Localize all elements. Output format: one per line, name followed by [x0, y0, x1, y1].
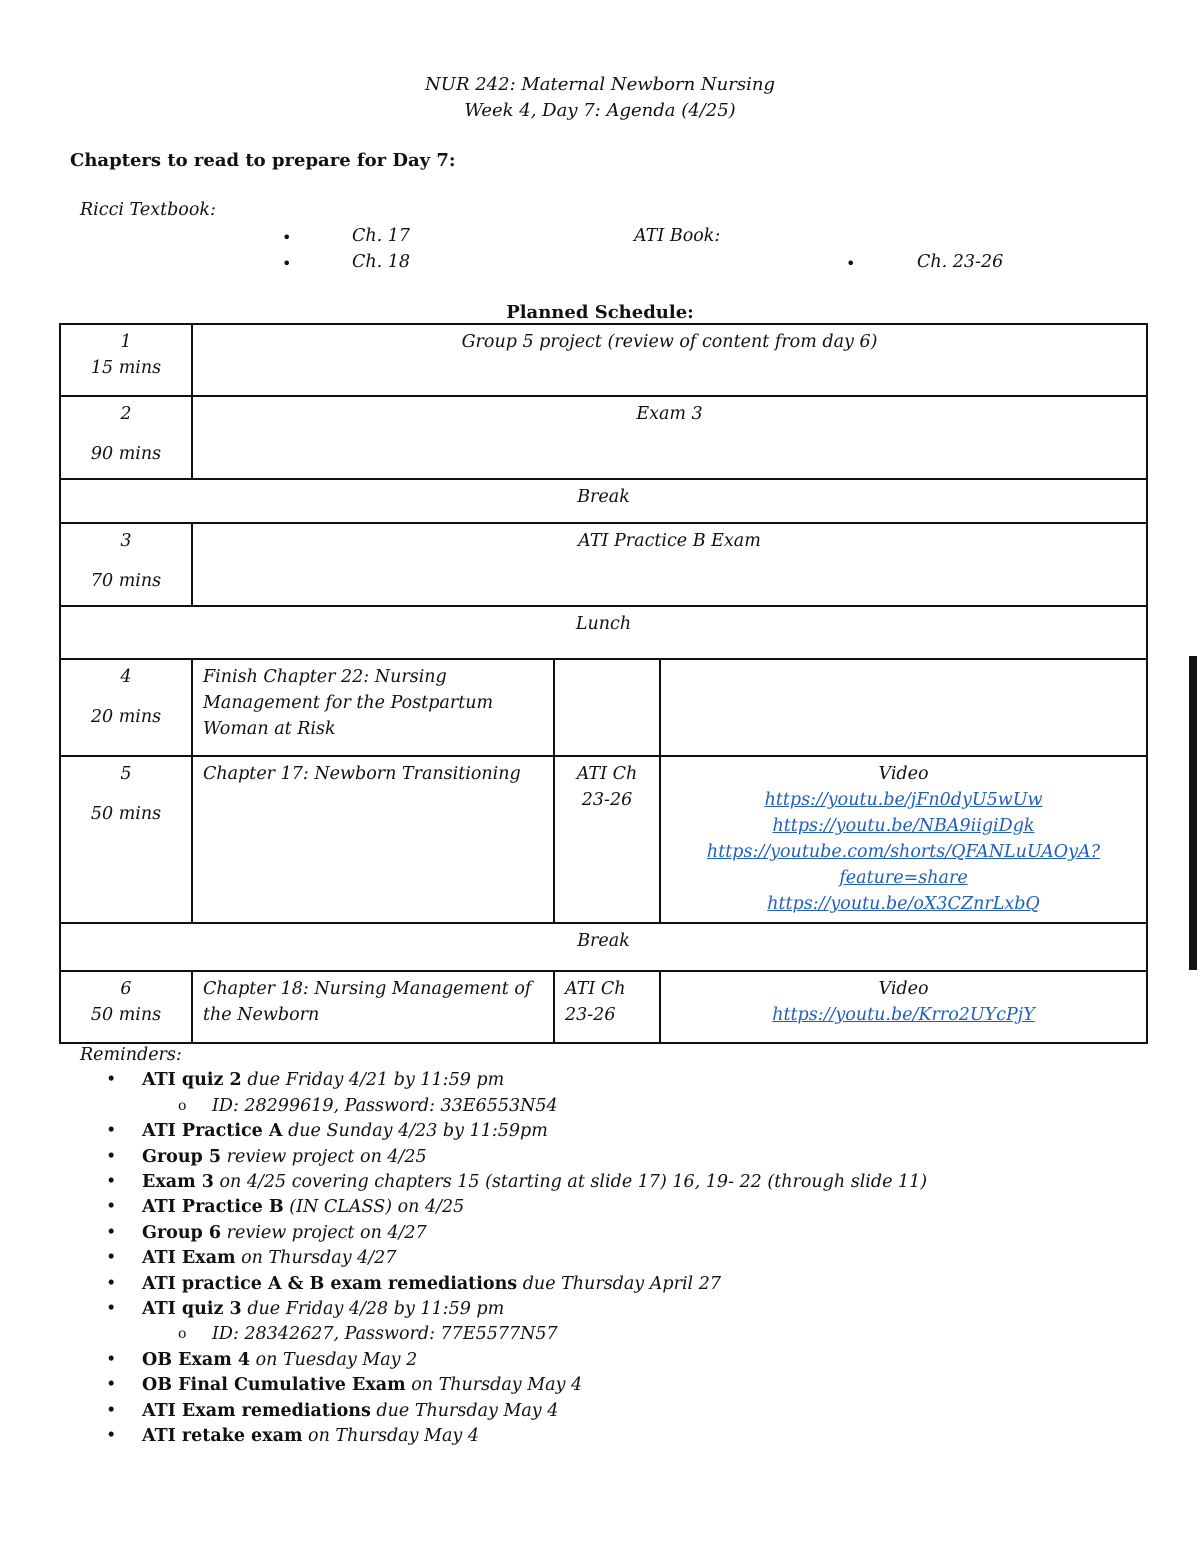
ati-book-label: ATI Book:: [634, 226, 721, 246]
reminder-item: [80, 1348, 1180, 1373]
reminder-detail: review project on 4/27: [221, 1222, 427, 1243]
table-row: [60, 659, 1147, 756]
slot-cell: [60, 971, 192, 1043]
topic-cell: Group 5 project (review of content from day 6): [192, 324, 1147, 396]
topic-cell: Chapter 18: Nursing Management of the Newborn: [192, 971, 554, 1043]
slot-duration: 50 mins: [90, 1005, 162, 1025]
ati-cell: [554, 659, 660, 756]
circle-bullet-icon: o: [178, 1097, 187, 1114]
reminder-item: [80, 1145, 1180, 1170]
reminder-credentials: ID: 28342627, Password: 77E5577N57: [212, 1324, 558, 1345]
bullet-icon: •: [106, 1222, 117, 1243]
slot-duration: 50 mins: [90, 804, 162, 824]
video-cell: [660, 971, 1147, 1043]
video-link[interactable]: https://youtu.be/Krro2UYcPjY: [772, 1005, 1035, 1025]
reminder-detail: on Thursday May 4: [405, 1375, 583, 1396]
reminder-title: ATI quiz 2: [142, 1070, 242, 1091]
slot-cell: [60, 523, 192, 606]
page-edge-bar: [1189, 656, 1197, 970]
reminder-detail: on Tuesday May 2: [250, 1349, 418, 1370]
bullet-icon: •: [846, 254, 856, 273]
slot-cell: [60, 756, 192, 923]
ati-cell: ATI Ch 23-26: [554, 756, 660, 923]
reminder-detail: on Thursday 4/27: [235, 1248, 397, 1269]
bullet-icon: •: [106, 1375, 117, 1396]
reminder-item: [80, 1195, 1180, 1220]
reminder-detail: review project on 4/25: [221, 1146, 427, 1167]
slot-cell: [60, 659, 192, 756]
reminder-credentials: ID: 28299619, Password: 33E6553N54: [212, 1095, 558, 1116]
bullet-icon: •: [282, 228, 292, 247]
slot-number: 5: [120, 764, 132, 784]
reminder-detail: due Thursday May 4: [370, 1400, 559, 1421]
slot-number: 1: [120, 332, 132, 352]
reminder-title: ATI Practice A: [142, 1121, 283, 1142]
reminder-detail: on Thursday May 4: [302, 1426, 479, 1447]
bullet-icon: •: [282, 254, 292, 273]
bullet-icon: •: [106, 1070, 117, 1091]
table-row: [60, 971, 1147, 1043]
table-row: [60, 396, 1147, 479]
slot-cell: [60, 396, 192, 479]
table-row: [60, 324, 1147, 396]
reminder-item: [80, 1373, 1180, 1398]
ricci-chapter: Ch. 18: [352, 252, 411, 272]
agenda-subtitle: Week 4, Day 7: Agenda (4/25): [464, 100, 736, 121]
reminder-detail: on 4/25 covering chapters 15 (starting at slide 17) 16, 19- 22 (through slide 11): [213, 1172, 928, 1193]
video-cell: [660, 756, 1147, 923]
reminder-detail: due Friday 4/21 by 11:59 pm: [241, 1070, 505, 1091]
reminder-title: ATI Exam: [142, 1248, 236, 1269]
reminder-item: [80, 1297, 1180, 1322]
schedule-heading: Planned Schedule:: [506, 302, 694, 323]
bullet-icon: •: [106, 1197, 117, 1218]
topic-cell: Chapter 17: Newborn Transitioning: [192, 756, 554, 923]
ricci-label: Ricci Textbook:: [80, 200, 216, 220]
topic-cell: Exam 3: [192, 396, 1147, 479]
slot-duration: 15 mins: [90, 358, 162, 378]
bullet-icon: •: [106, 1146, 117, 1167]
bullet-icon: •: [106, 1121, 117, 1142]
course-title: NUR 242: Maternal Newborn Nursing: [425, 74, 775, 95]
break-cell: Break: [60, 923, 1147, 971]
slot-duration: 70 mins: [90, 571, 162, 591]
bullet-icon: •: [106, 1248, 117, 1269]
reminder-item: [80, 1221, 1180, 1246]
video-link[interactable]: https://youtu.be/oX3CZnrLxbQ: [767, 894, 1040, 914]
bullet-icon: •: [106, 1426, 117, 1447]
reminder-title: OB Exam 4: [142, 1349, 251, 1370]
slot-number: 2: [120, 404, 132, 424]
reminder-item: [80, 1068, 1180, 1093]
video-link[interactable]: https://youtu.be/jFn0dyU5wUw: [764, 790, 1043, 810]
table-row: [60, 479, 1147, 523]
circle-bullet-icon: o: [178, 1326, 187, 1343]
bullet-icon: •: [106, 1349, 117, 1370]
lunch-cell: Lunch: [60, 606, 1147, 659]
reminder-item: [80, 1170, 1180, 1195]
reminder-item: [80, 1399, 1180, 1424]
reminder-subitem: [80, 1094, 1180, 1119]
document-header: [0, 72, 1200, 124]
bullet-icon: •: [106, 1273, 117, 1294]
slot-number: 3: [120, 531, 132, 551]
break-cell: Break: [60, 479, 1147, 523]
bullet-icon: •: [106, 1400, 117, 1421]
reminder-detail: due Thursday April 27: [517, 1273, 721, 1294]
table-row: [60, 606, 1147, 659]
topic-cell: ATI Practice B Exam: [192, 523, 1147, 606]
table-row: [60, 756, 1147, 923]
table-row: [60, 923, 1147, 971]
reminder-title: ATI practice A & B exam remediations: [142, 1273, 518, 1294]
video-link-continued[interactable]: feature=share: [839, 868, 968, 888]
slot-number: 6: [120, 979, 132, 999]
table-row: [60, 523, 1147, 606]
video-link[interactable]: https://youtu.be/NBA9iigiDgk: [772, 816, 1035, 836]
bullet-icon: •: [106, 1172, 117, 1193]
slot-duration: 90 mins: [90, 444, 162, 464]
prep-heading: Chapters to read to prepare for Day 7:: [70, 150, 456, 171]
video-label: Video: [878, 764, 929, 784]
ricci-chapter: Ch. 17: [352, 226, 411, 246]
reminder-detail: due Friday 4/28 by 11:59 pm: [241, 1299, 505, 1320]
reminder-title: Exam 3: [142, 1172, 214, 1193]
reminder-title: OB Final Cumulative Exam: [142, 1375, 406, 1396]
reminder-detail: (IN CLASS) on 4/25: [283, 1197, 465, 1218]
reminder-item: [80, 1272, 1180, 1297]
reminder-item: [80, 1424, 1180, 1449]
reminder-title: ATI quiz 3: [142, 1299, 242, 1320]
slot-duration: 20 mins: [90, 707, 162, 727]
video-cell: [660, 659, 1147, 756]
ati-chapter: Ch. 23-26: [917, 252, 1004, 272]
reminder-title: ATI retake exam: [142, 1426, 303, 1447]
reminder-title: ATI Practice B: [142, 1197, 284, 1218]
reminder-item: [80, 1119, 1180, 1144]
reminder-title: ATI Exam remediations: [142, 1400, 371, 1421]
schedule-table: [59, 323, 1148, 1044]
video-link[interactable]: https://youtube.com/shorts/QFANLuUAOyA?: [706, 842, 1101, 862]
slot-cell: [60, 324, 192, 396]
reminder-item: [80, 1246, 1180, 1271]
reminder-title: Group 6: [142, 1222, 222, 1243]
reminder-title: Group 5: [142, 1146, 222, 1167]
ati-cell: ATI Ch 23-26: [554, 971, 660, 1043]
video-label: Video: [878, 979, 929, 999]
reminders-section: [80, 1043, 1180, 1450]
reminder-subitem: [80, 1322, 1180, 1347]
topic-cell: Finish Chapter 22: Nursing Management for the Postpartum Woman at Risk: [192, 659, 554, 756]
reminder-detail: due Sunday 4/23 by 11:59pm: [282, 1121, 548, 1142]
bullet-icon: •: [106, 1299, 117, 1320]
slot-number: 4: [120, 667, 132, 687]
reminders-label: Reminders:: [80, 1045, 182, 1065]
